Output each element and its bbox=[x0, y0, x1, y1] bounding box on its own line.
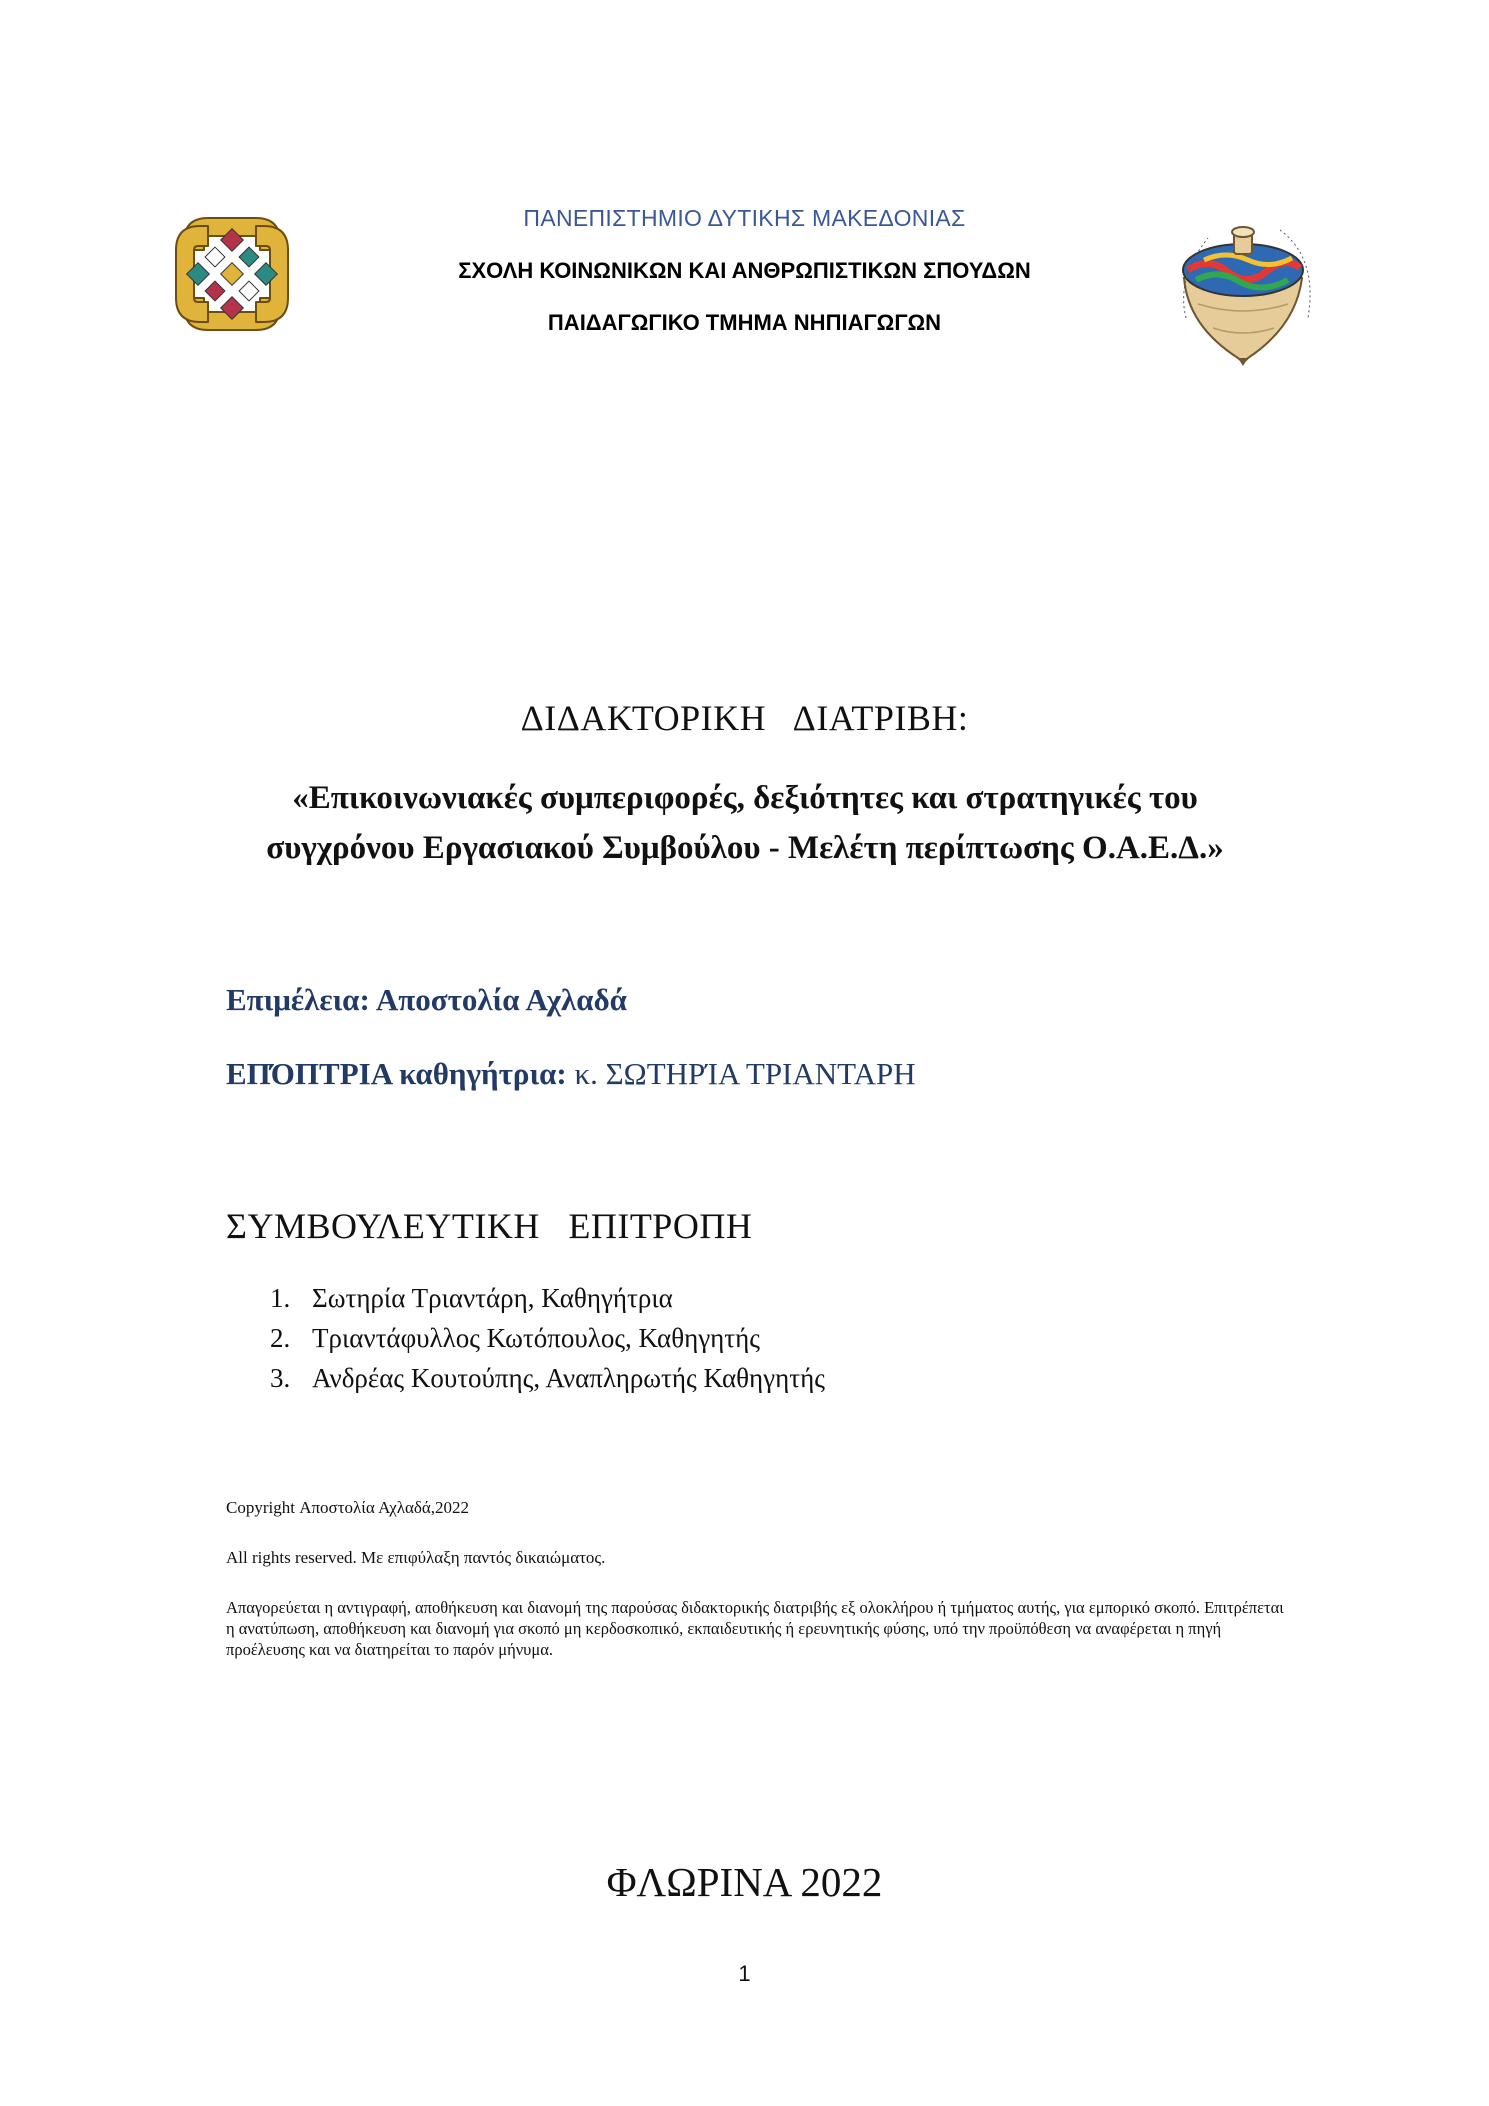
department-name: ΠΑΙΔΑΓΩΓΙΚΟ ΤΜΗΜΑ ΝΗΠΙΑΓΩΓΩΝ bbox=[547, 310, 942, 335]
copyright-line: Copyright Αποστολία Αχλαδά,2022 bbox=[226, 1498, 470, 1517]
copyright-notice: Απαγορεύεται η αντιγραφή, αποθήκευση και διανομή της παρούσας διδακτορικής διατριβής εξ ολοκλήρου ή τμήματος αυτής, για εμπορικό σκοπό. Επιτρέπεται η ανατύπωση, αποθήκευση και διανομή για σκοπό μη κερδοσκοπικό, εκπαιδευτικής ή ερευνητικής φύσης, υπό την προϋπόθεση να αναφέρεται η πηγή προέλευσης και να διατηρείται το παρόν μήνυμα. bbox=[226, 1598, 1284, 1659]
school-name: ΣΧΟΛΗ ΚΟΙΝΩΝΙΚΩΝ ΚΑΙ ΑΝΘΡΩΠΙΣΤΙΚΩΝ ΣΠΟΥΔΩΝ bbox=[458, 258, 1031, 283]
document-type: ΔΙΔΑΚΤΟΡΙΚΗ ΔΙΑΤΡΙΒΗ: bbox=[520, 698, 969, 738]
supervisor-line bbox=[226, 1056, 916, 1092]
committee-member-name: Σωτηρία Τριαντάρη, Καθηγήτρια bbox=[312, 1283, 673, 1313]
committee-member bbox=[270, 1358, 825, 1398]
university-name: ΠΑΝΕΠΙΣΤΗΜΙΟ ΔΥΤΙΚΗΣ ΜΑΚΕΔΟΝΙΑΣ bbox=[523, 205, 966, 231]
committee-member-number: 3. bbox=[270, 1363, 291, 1393]
place-and-year: ΦΛΩΡΙΝΑ 2022 bbox=[606, 1859, 883, 1905]
page-number: 1 bbox=[738, 1961, 751, 1986]
thesis-title bbox=[180, 773, 1310, 873]
supervisor-label: ΕΠΌΠΤΡΙΑ καθηγήτρια: bbox=[226, 1056, 567, 1091]
committee-member-number: 1. bbox=[270, 1283, 291, 1313]
committee-member-name: Ανδρέας Κουτούπης, Αναπληρωτής Καθηγητής bbox=[312, 1363, 825, 1393]
supervisor-name: κ. ΣΩΤΗΡΊΑ ΤΡΙΑΝΤΑΡΗ bbox=[566, 1056, 916, 1091]
committee-heading: ΣΥΜΒΟΥΛΕΥΤΙΚΗ ΕΠΙΤΡΟΠΗ bbox=[226, 1206, 753, 1246]
committee-member bbox=[270, 1278, 825, 1318]
rights-reserved: All rights reserved. Με επιφύλαξη παντός δικαιώματος. bbox=[226, 1548, 606, 1567]
committee-list bbox=[270, 1278, 825, 1398]
committee-member bbox=[270, 1318, 825, 1358]
thesis-title-line-2: συγχρόνου Εργασιακού Συμβούλου - Μελέτη περίπτωσης Ο.Α.Ε.Δ.» bbox=[266, 830, 1224, 866]
committee-member-name: Τριαντάφυλλος Κωτόπουλος, Καθηγητής bbox=[312, 1323, 760, 1353]
editor-line: Επιμέλεια: Αποστολία Αχλαδά bbox=[226, 982, 627, 1017]
committee-member-number: 2. bbox=[270, 1323, 291, 1353]
thesis-title-line-1: «Επικοινωνιακές συμπεριφορές, δεξιότητες και στρατηγικές του bbox=[292, 780, 1198, 816]
spinning-top-logo bbox=[1168, 208, 1322, 368]
